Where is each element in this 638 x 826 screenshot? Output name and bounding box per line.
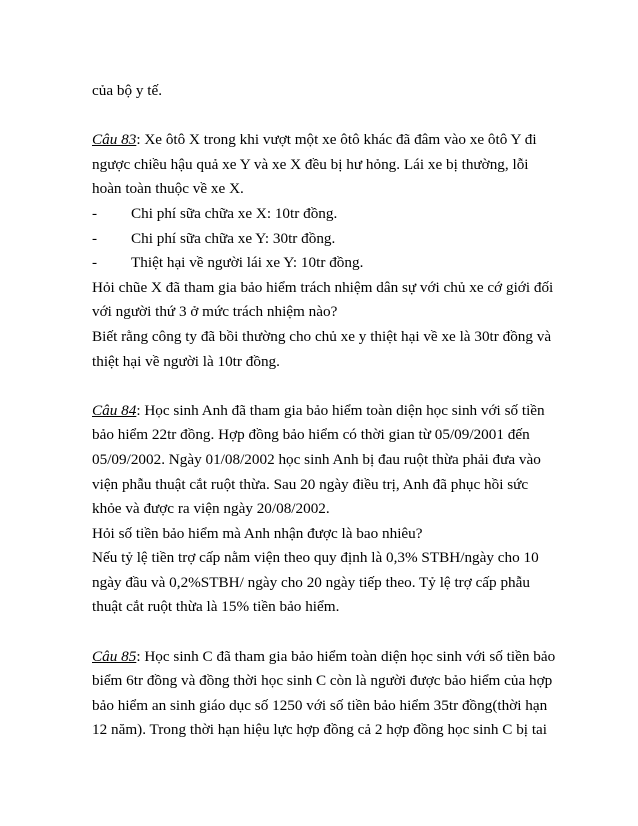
blank-line xyxy=(92,374,552,399)
text-line: với người thứ 3 ở mức trách nhiệm nào? xyxy=(92,303,338,321)
bullet-item xyxy=(92,202,552,227)
bullet-text: Chi phí sữa chữa xe X: 10tr đồng. xyxy=(131,204,338,222)
text-line: Hỏi số tiền bảo hiểm mà Anh nhận được là bao nhiêu? xyxy=(92,524,423,542)
question-85-text: : Học sinh C đã tham gia bảo hiểm toàn diện học sinh với số tiền bảo xyxy=(136,647,556,665)
text-line: biểm 6tr đồng và đồng thời học sinh C còn là người được bảo hiểm của hợp xyxy=(92,672,553,690)
text-line: Nếu tỷ lệ tiền trợ cấp nằm viện theo quy định là 0,3% STBH/ngày cho 10 xyxy=(92,549,539,567)
question-84-heading xyxy=(92,399,552,424)
question-83-label: Câu 83 xyxy=(92,131,137,149)
bullet-text: Thiệt hại về người lái xe Y: 10tr đồng. xyxy=(131,254,364,272)
bullet-marker: - xyxy=(92,229,98,247)
text-line: Hỏi chũe X đã tham gia bảo hiểm trách nhiệm dân sự với chủ xe cớ giới đối xyxy=(92,278,554,296)
bullet-marker: - xyxy=(92,254,98,272)
question-84-label: Câu 84 xyxy=(92,401,137,419)
text-line: bảo hiểm an sinh giáo dục số 1250 với số tiền bảo hiểm 35tr đồng(thời hạn xyxy=(92,696,548,714)
question-83-heading xyxy=(92,128,552,153)
text-line: khỏe và được ra viện ngày 20/08/2002. xyxy=(92,500,330,518)
text-line: ngày đầu và 0,2%STBH/ ngày cho 20 ngày tiếp theo. Tỷ lệ trợ cấp phẫu xyxy=(92,573,530,591)
document-page xyxy=(92,79,556,743)
question-84-text: : Học sinh Anh đã tham gia bảo hiểm toàn diện học sinh với số tiền xyxy=(136,401,545,419)
bullet-text: Chi phí sữa chữa xe Y: 30tr đồng. xyxy=(131,229,336,247)
bullet-marker: - xyxy=(92,204,98,222)
text-line: thiệt hại về người là 10tr đồng. xyxy=(92,352,280,370)
text-line: 12 năm). Trong thời hạn hiệu lực hợp đồng cả 2 hợp đồng học sinh C bị tai xyxy=(92,721,548,739)
text-line: ngược chiều hậu quả xe Y và xe X đều bị hư hỏng. Lái xe bị thường, lỗi xyxy=(92,155,529,173)
question-85-heading xyxy=(92,645,556,670)
text-line: bảo hiểm 22tr đồng. Hợp đồng bảo hiểm có thời gian từ 05/09/2001 đến xyxy=(92,426,530,444)
text-line: 05/09/2002. Ngày 01/08/2002 học sinh Anh bị đau ruột thừa phải đưa vào xyxy=(92,450,541,468)
blank-line xyxy=(92,620,552,645)
question-83-text: : Xe ôtô X trong khi vượt một xe ôtô khác đã đâm vào xe ôtô Y đi xyxy=(136,131,537,149)
text-line: thuật cắt ruột thừa là 15% tiền bảo hiểm. xyxy=(92,598,340,616)
text-line: của bộ y tế. xyxy=(92,82,163,99)
question-85-label: Câu 85 xyxy=(92,647,137,665)
text-line: hoàn toàn thuộc về xe X. xyxy=(92,180,244,198)
text-line: viện phẫu thuật cắt ruột thừa. Sau 20 ngày điều trị, Anh đã phục hồi sức xyxy=(92,475,529,493)
bullet-item xyxy=(92,251,552,276)
bullet-item xyxy=(92,227,552,252)
blank-line xyxy=(92,104,552,129)
text-line: Biết rằng công ty đã bồi thường cho chủ xe y thiệt hại về xe là 30tr đồng và xyxy=(92,327,552,345)
